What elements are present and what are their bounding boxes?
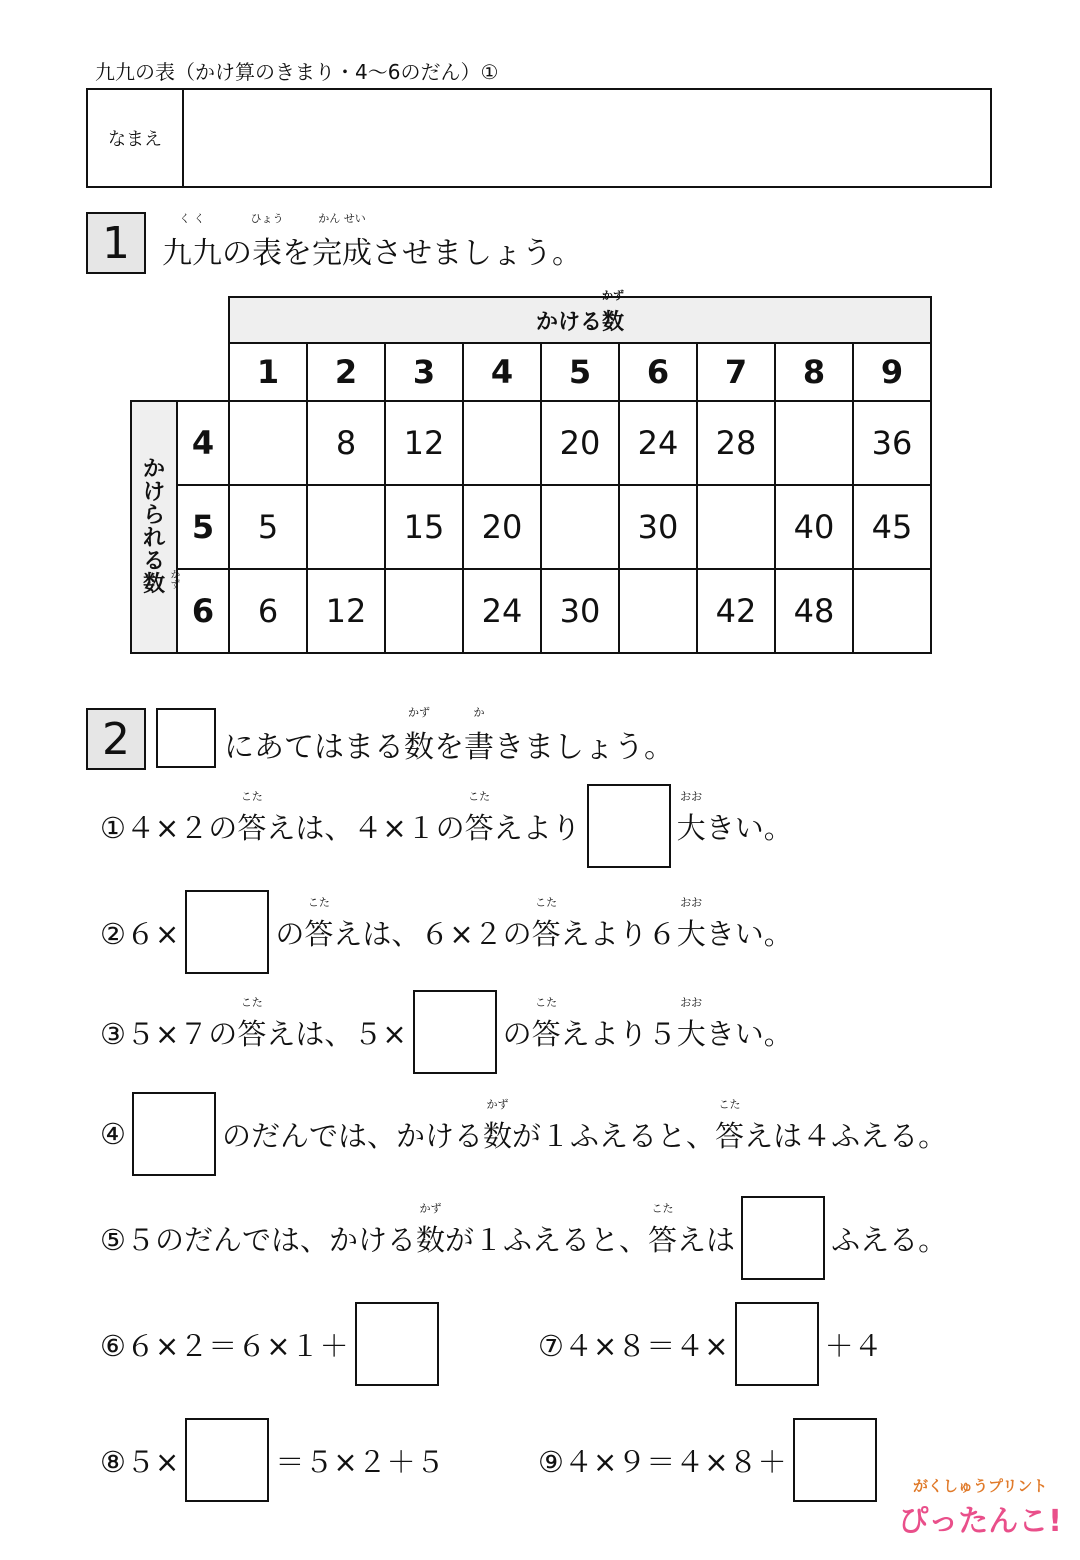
text-segment: えより５ [560, 1016, 677, 1051]
ruby-word [464, 789, 494, 847]
ruby-word [483, 1097, 513, 1155]
question-4 [100, 1092, 947, 1176]
furigana: こた [240, 995, 263, 1009]
kanji: 九九 [162, 236, 222, 271]
side-label-char: ら [142, 502, 165, 528]
furigana: こた [468, 789, 491, 803]
ruby-word [237, 995, 267, 1053]
blank-cell[interactable] [619, 569, 697, 653]
text-segment: ＋４ [824, 1328, 883, 1363]
text-segment: えは [677, 1222, 736, 1257]
table-cell: 28 [697, 401, 775, 485]
ruby-word [531, 995, 561, 1053]
multiplier-header-label: かける [535, 309, 602, 335]
side-label-char: か [142, 456, 165, 482]
furigana: か [473, 706, 485, 719]
blank-cell[interactable] [463, 401, 541, 485]
logo [898, 1475, 1062, 1540]
column-header: 4 [463, 343, 541, 401]
column-header: 1 [229, 343, 307, 401]
kanji: 答 [531, 1016, 561, 1051]
side-label-kanji: 数 [142, 572, 165, 598]
ruby-word [715, 1097, 745, 1155]
kanji: 数 [483, 1118, 513, 1153]
multiplication-table [130, 288, 932, 654]
text-segment: ＝５×２＋５ [275, 1444, 445, 1479]
multiplier-ruby: かず [602, 288, 624, 302]
ruby-word [648, 1201, 678, 1259]
text-segment: ⑧５× [100, 1444, 180, 1479]
kanji: 完成 [312, 236, 372, 271]
kanji: 答 [464, 810, 494, 845]
answer-box[interactable] [587, 784, 671, 868]
table-cell: 6 [229, 569, 307, 653]
table-cell: 20 [541, 401, 619, 485]
table-cell: 45 [853, 485, 931, 569]
worksheet-title: 九九の表（かけ算のきまり・4〜6のだん）① [95, 60, 499, 84]
table-cell: 5 [229, 485, 307, 569]
side-label-ruby: かず [168, 569, 179, 590]
blank-cell[interactable] [307, 485, 385, 569]
text-segment: ふえる。 [831, 1222, 948, 1257]
blank-cell[interactable] [853, 569, 931, 653]
answer-box[interactable] [793, 1418, 877, 1502]
text-segment: の [222, 236, 252, 271]
table-cell: 24 [463, 569, 541, 653]
ruby-word [237, 789, 267, 847]
equation-6 [100, 1302, 445, 1386]
table-cell: 30 [541, 569, 619, 653]
column-header: 8 [775, 343, 853, 401]
text-segment: きましょう。 [494, 730, 674, 765]
answer-box[interactable] [735, 1302, 819, 1386]
row-header: 5 [177, 485, 229, 569]
section-2-instruction [224, 706, 674, 766]
text-segment: させましょう。 [372, 236, 582, 271]
equation-8 [100, 1418, 445, 1502]
text-segment: えは４ふえる。 [744, 1118, 948, 1153]
ruby-word [464, 706, 494, 766]
answer-box[interactable] [413, 990, 497, 1074]
section-1-number: 1 [86, 212, 146, 274]
furigana: かん せい [318, 212, 366, 225]
multiplicand-label [131, 401, 177, 653]
column-header: 6 [619, 343, 697, 401]
equation-7 [538, 1302, 883, 1386]
table-cell: 42 [697, 569, 775, 653]
blank-cell[interactable] [229, 401, 307, 485]
furigana: ひょう [250, 212, 284, 225]
furigana: こた [240, 789, 263, 803]
logo-line-2: ぴったんこ! [898, 1504, 1062, 1539]
kanji: 数 [416, 1222, 446, 1257]
furigana: おお [680, 895, 703, 909]
text-segment: えより６ [560, 916, 677, 951]
text-segment: ⑦４×８＝４× [538, 1328, 729, 1363]
kanji: 答 [304, 916, 334, 951]
answer-box[interactable] [132, 1092, 216, 1176]
kanji: 答 [715, 1118, 745, 1153]
furigana: く く [179, 212, 205, 225]
column-header: 9 [853, 343, 931, 401]
table-cell: 20 [463, 485, 541, 569]
table-cell: 15 [385, 485, 463, 569]
table-cell: 40 [775, 485, 853, 569]
furigana: おお [680, 789, 703, 803]
kanji: 大 [676, 810, 706, 845]
question-2 [100, 890, 793, 974]
answer-box[interactable] [185, 1418, 269, 1502]
text-segment: ②６× [100, 916, 180, 951]
text-segment: の [275, 916, 305, 951]
table-cell: 48 [775, 569, 853, 653]
text-segment: きい。 [705, 1016, 793, 1051]
ruby-word [304, 895, 334, 953]
ruby-word [531, 895, 561, 953]
furigana: こた [718, 1097, 741, 1111]
text-segment: が１ふえると、 [512, 1118, 716, 1153]
text-segment: ①４×２の [100, 810, 238, 845]
kanji: 答 [648, 1222, 678, 1257]
text-segment: ⑤５のだんでは、かける [100, 1222, 416, 1257]
column-header: 3 [385, 343, 463, 401]
table-cell: 12 [385, 401, 463, 485]
ruby-word [416, 1201, 446, 1259]
ruby-word [404, 706, 434, 766]
furigana: かず [408, 706, 430, 719]
table-cell: 24 [619, 401, 697, 485]
ruby-word [676, 995, 706, 1053]
answer-box[interactable] [741, 1196, 825, 1280]
table-cell: 8 [307, 401, 385, 485]
kanji: 表 [252, 236, 282, 271]
blank-cell[interactable] [775, 401, 853, 485]
name-label: なまえ [88, 90, 184, 186]
column-header: 2 [307, 343, 385, 401]
blank-cell[interactable] [697, 485, 775, 569]
text-segment: えより [493, 810, 581, 845]
ruby-word [676, 789, 706, 847]
row-header: 4 [177, 401, 229, 485]
name-field[interactable] [184, 90, 990, 186]
side-label-char: け [142, 479, 165, 505]
text-segment: のだんでは、かける [222, 1118, 484, 1153]
side-label-char: れ [142, 526, 165, 551]
kanji: 書 [464, 730, 494, 765]
kanji: 数 [404, 730, 434, 765]
text-segment: えは、４×１の [266, 810, 465, 845]
question-1 [100, 784, 793, 868]
text-segment: ③５×７の [100, 1016, 238, 1051]
furigana: こた [651, 1201, 674, 1215]
answer-box[interactable] [185, 890, 269, 974]
section-1-instruction [162, 212, 582, 272]
kanji: 大 [676, 1016, 706, 1051]
question-5 [100, 1196, 947, 1280]
furigana: こた [535, 995, 558, 1009]
equation-9 [538, 1418, 883, 1502]
text-segment: ④ [100, 1117, 126, 1151]
text-segment: えは、５× [266, 1016, 407, 1051]
text-segment: が１ふえると、 [445, 1222, 649, 1257]
multiplier-header [229, 288, 931, 343]
furigana: かず [486, 1097, 509, 1111]
table-cell: 12 [307, 569, 385, 653]
text-segment: を [282, 236, 312, 271]
row-header: 6 [177, 569, 229, 653]
blank-cell[interactable] [541, 485, 619, 569]
ruby-word [312, 212, 372, 272]
text-segment: にあてはまる [224, 730, 404, 765]
ruby-word [250, 212, 284, 272]
column-header: 5 [541, 343, 619, 401]
answer-box[interactable] [355, 1302, 439, 1386]
table-cell: 30 [619, 485, 697, 569]
kanji: 答 [237, 810, 267, 845]
text-segment: えは、６×２の [333, 916, 532, 951]
logo-line-1: がくしゅうプリント [912, 1477, 1048, 1495]
question-3 [100, 990, 793, 1074]
furigana: おお [680, 995, 703, 1009]
furigana: こた [535, 895, 558, 909]
text-segment: きい。 [705, 916, 793, 951]
text-segment: ⑨４×９＝４×８＋ [538, 1444, 787, 1479]
kanji: 大 [676, 916, 706, 951]
section-2-number: 2 [86, 708, 146, 770]
text-segment: きい。 [705, 810, 793, 845]
ruby-word [676, 895, 706, 953]
side-label-char: る [142, 549, 165, 575]
table-cell: 36 [853, 401, 931, 485]
name-box [86, 88, 992, 188]
text-segment: を [434, 730, 464, 765]
kanji: 答 [531, 916, 561, 951]
ruby-word [162, 212, 222, 272]
text-segment: の [502, 1016, 532, 1051]
instruction-box-icon [156, 708, 216, 768]
column-header: 7 [697, 343, 775, 401]
kanji: 答 [237, 1016, 267, 1051]
blank-cell[interactable] [385, 569, 463, 653]
furigana: こた [307, 895, 330, 909]
multiplier-kanji: 数 [602, 309, 625, 335]
text-segment: ⑥６×２＝６×１＋ [100, 1328, 349, 1363]
furigana: かず [419, 1201, 442, 1215]
